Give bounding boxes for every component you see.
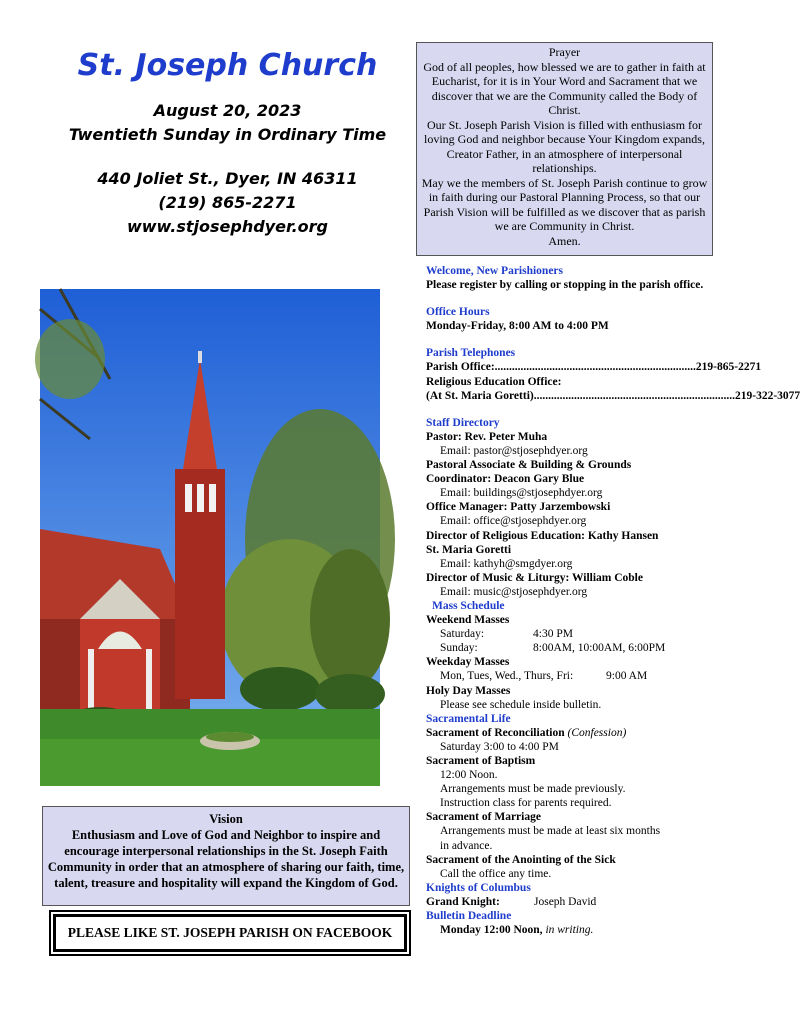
grand-knight-label: Grand Knight: xyxy=(426,895,500,908)
vision-title: Vision xyxy=(209,812,243,826)
staff-pastor: Pastor: Rev. Peter Muha xyxy=(426,430,548,443)
church-address: 440 Joliet St., Dyer, IN 46311 xyxy=(97,169,358,188)
reconciliation-note: (Confession) xyxy=(567,726,627,739)
sacramental-heading: Sacramental Life xyxy=(426,712,511,725)
knights-heading: Knights of Columbus xyxy=(426,881,531,894)
saturday-row xyxy=(426,627,726,641)
sunday-time: 8:00AM, 10:00AM, 6:00PM xyxy=(533,642,666,655)
header xyxy=(40,48,415,239)
goretti-label: (At St. Maria Goretti) xyxy=(426,389,534,402)
staff-office-manager: Office Manager: Patty Jarzembowski xyxy=(426,501,611,514)
facebook-banner: PLEASE LIKE ST. JOSEPH PARISH ON FACEBOOK xyxy=(53,914,407,952)
anointing-heading: Sacrament of the Anointing of the Sick xyxy=(426,853,616,866)
weekend-heading: Weekend Masses xyxy=(426,614,510,627)
weekday-heading: Weekday Masses xyxy=(426,656,510,669)
holy-day-heading: Holy Day Masses xyxy=(426,684,511,697)
sunday-label: Sunday: xyxy=(440,642,478,655)
religious-ed-label: Religious Education Office: xyxy=(426,375,562,388)
staff-dre-1: Director of Religious Education: Kathy Hansen xyxy=(426,529,659,542)
marriage-line-1: Arrangements must be made at least six months xyxy=(440,825,661,838)
parish-office-row: Parish Office: ...................................................................... 219-865-2271 xyxy=(426,361,762,374)
parish-office-phone: 219-865-2271 xyxy=(695,361,762,374)
reconciliation-heading: Sacrament of Reconciliation xyxy=(426,726,565,739)
baptism-line-2: Arrangements must be made previously. xyxy=(440,783,626,796)
welcome-text: Please register by calling or stopping in the parish office. xyxy=(426,279,704,292)
staff-associate-email[interactable]: Email: buildings@stjosephdyer.org xyxy=(440,487,603,500)
grand-knight-name: Joseph David xyxy=(534,895,597,908)
staff-music-email[interactable]: Email: music@stjosephdyer.org xyxy=(440,585,588,598)
deadline-text: Monday 12:00 Noon, xyxy=(440,924,543,937)
deadline-line xyxy=(426,923,726,937)
reconciliation-line xyxy=(426,726,726,740)
parish-info xyxy=(426,264,800,937)
marriage-line-2: in advance. xyxy=(440,839,493,852)
saturday-time: 4:30 PM xyxy=(533,628,573,641)
sunday-row xyxy=(426,641,726,655)
baptism-line-3: Instruction class for parents required. xyxy=(440,797,612,810)
anointing-text: Call the office any time. xyxy=(440,867,552,880)
deadline-note: in writing. xyxy=(545,924,594,937)
welcome-heading: Welcome, New Parishioners xyxy=(426,265,564,277)
marriage-heading: Sacrament of Marriage xyxy=(426,811,541,824)
parish-office-label: Parish Office: xyxy=(426,361,495,374)
mass-heading: Mass Schedule xyxy=(432,599,505,612)
church-photo xyxy=(40,289,380,786)
goretti-row: (At St. Maria Goretti) ...................................................................... 219-322-3077 xyxy=(426,389,800,402)
reconciliation-time: Saturday 3:00 to 4:00 PM xyxy=(440,740,559,753)
church-phone: (219) 865-2271 xyxy=(158,193,297,212)
office-hours-heading: Office Hours xyxy=(426,306,490,319)
baptism-line-1: 12:00 Noon. xyxy=(440,769,498,782)
staff-dre-email[interactable]: Email: kathyh@smgdyer.org xyxy=(440,557,573,570)
weekday-row xyxy=(426,669,726,683)
weekday-label: Mon, Tues, Wed., Thurs, Fri: xyxy=(440,670,574,683)
holy-day-text: Please see schedule inside bulletin. xyxy=(440,698,602,711)
staff-dre-2: St. Maria Goretti xyxy=(426,543,512,556)
baptism-heading: Sacrament of Baptism xyxy=(426,755,536,767)
bulletin-date: August 20, 2023 xyxy=(153,101,302,120)
saturday-label: Saturday: xyxy=(440,628,485,641)
vision-text: Enthusiasm and Love of God and Neighbor to inspire and encourage interpersonal relationships in the St. Joseph Faith Community in order that an atmosphere of sharing our faith, time, talent, treasure and hospitality will expand the Kingdom of God. xyxy=(47,828,405,890)
prayer-box xyxy=(416,42,713,256)
staff-heading: Staff Directory xyxy=(426,416,500,429)
telephones-heading: Parish Telephones xyxy=(426,347,516,360)
prayer-paragraph-3: May we the members of St. Joseph Parish continue to grow in faith during our Pastoral Planning Process, so that our Parish Vision will be fulfilled as we discover that as parish we are Community in Christ. xyxy=(421,175,708,233)
staff-associate-1: Pastoral Associate & Building & Grounds xyxy=(426,459,632,472)
office-hours-text: Monday-Friday, 8:00 AM to 4:00 PM xyxy=(426,320,609,333)
church-website[interactable]: www.stjosephdyer.org xyxy=(126,217,329,236)
deadline-heading: Bulletin Deadline xyxy=(426,910,512,923)
staff-music: Director of Music & Liturgy: William Coble xyxy=(426,571,643,584)
goretti-phone: 219-322-3077 xyxy=(734,389,800,402)
liturgical-sunday: Twentieth Sunday in Ordinary Time xyxy=(68,125,387,144)
grand-knight-row xyxy=(426,895,726,909)
staff-pastor-email[interactable]: Email: pastor@stjosephdyer.org xyxy=(440,444,588,457)
prayer-title: Prayer xyxy=(548,45,581,59)
vision-box xyxy=(42,806,410,906)
weekday-time: 9:00 AM xyxy=(606,670,648,683)
prayer-amen: Amen. xyxy=(548,233,581,248)
prayer-paragraph-1: God of all peoples, how blessed we are to gather in faith at Eucharist, for it is in Your Word and Sacrament that we discover that we are the Community called the Body of Christ. xyxy=(423,59,706,117)
staff-associate-2: Coordinator: Deacon Gary Blue xyxy=(426,473,585,486)
staff-office-manager-email[interactable]: Email: office@stjosephdyer.org xyxy=(440,515,587,528)
prayer-paragraph-2: Our St. Joseph Parish Vision is filled with enthusiasm for loving God and neighbor because Your Kingdom expands, Creator Father, in an atmosphere of interpersonal relationships. xyxy=(424,117,705,175)
church-name: St. Joseph Church xyxy=(77,48,378,83)
